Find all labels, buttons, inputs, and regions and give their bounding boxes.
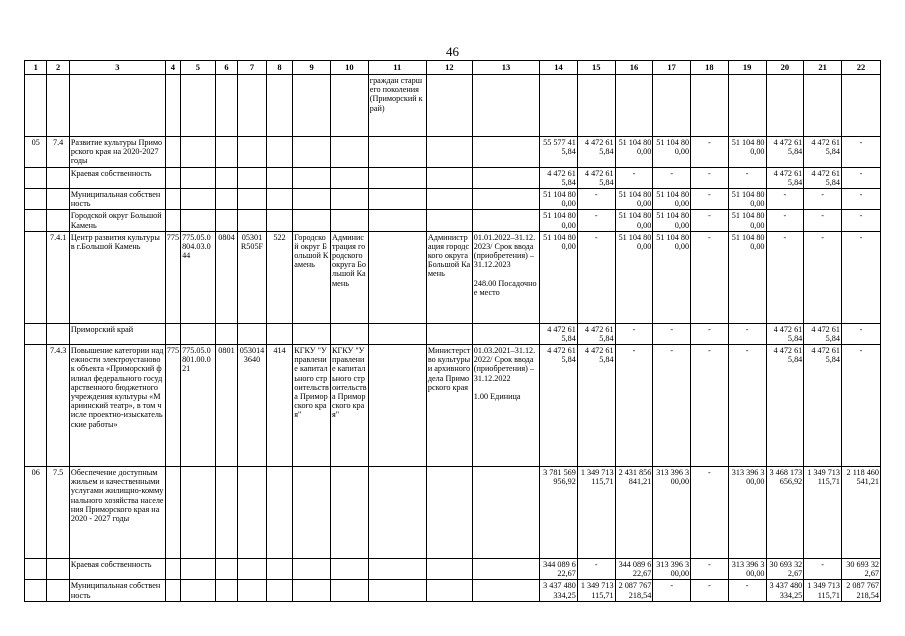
table-cell: [181, 188, 216, 209]
table-cell: граждан старшего поколения (Приморский край): [368, 75, 426, 137]
table-cell: -: [691, 559, 729, 580]
table-cell: 3 437 480 334,25: [540, 580, 578, 601]
table-row: [25, 210, 881, 231]
table-cell: [653, 75, 691, 137]
table-cell: -: [841, 231, 880, 323]
table-cell: [368, 210, 426, 231]
table-cell: [293, 210, 331, 231]
table-cell: 51 104 800,00: [615, 137, 653, 168]
table-cell: [293, 188, 331, 209]
table-cell: Администрация городского округа Большой Камень: [331, 231, 369, 323]
table-cell: 4 472 615,84: [766, 345, 804, 467]
table-cell: Муниципальная собственность: [69, 580, 165, 601]
table-cell: 2 087 767 218,54: [841, 580, 880, 601]
table-cell: [472, 559, 539, 580]
table-cell: [331, 580, 369, 601]
table-cell: -: [615, 323, 653, 344]
table-cell: [426, 137, 472, 168]
column-header: 21: [804, 61, 842, 75]
table-cell: -: [691, 323, 729, 344]
table-cell: 1 349 713 115,71: [804, 580, 842, 601]
column-header: 7: [238, 61, 267, 75]
table-cell: [238, 210, 267, 231]
table-cell: -: [653, 580, 691, 601]
table-cell: [266, 210, 293, 231]
table-cell: -: [653, 323, 691, 344]
table-cell: Центр развития культуры в г.Большой Камень: [69, 231, 165, 323]
table-cell: -: [728, 580, 766, 601]
table-cell: [426, 75, 472, 137]
table-cell: [238, 167, 267, 188]
table-cell: [368, 559, 426, 580]
table-cell: [266, 467, 293, 559]
table-cell: -: [804, 188, 842, 209]
table-cell: [728, 75, 766, 137]
table-cell: 0801: [215, 345, 237, 467]
table-cell: КГКУ "Управление капитального строительства Приморского края": [331, 345, 369, 467]
table-row: [25, 188, 881, 209]
table-cell: [181, 323, 216, 344]
table-cell: [181, 137, 216, 168]
column-header: 14: [540, 61, 578, 75]
table-cell: Министерство культуры и архивного дела Приморского края: [426, 345, 472, 467]
table-cell: [215, 467, 237, 559]
table-cell: 51 104 800,00: [728, 137, 766, 168]
table-cell: -: [691, 188, 729, 209]
table-cell: 4 472 615,84: [577, 167, 615, 188]
table-cell: Муниципальная собственность: [69, 188, 165, 209]
table-cell: [165, 137, 180, 168]
table-cell: [25, 210, 47, 231]
investment-table: [24, 60, 881, 602]
table-row: [25, 467, 881, 559]
table-cell: Городской округ Большой Камень: [69, 210, 165, 231]
column-header: 22: [841, 61, 880, 75]
table-cell: [540, 75, 578, 137]
table-cell: 4 472 615,84: [577, 323, 615, 344]
table-cell: 3 781 569 956,92: [540, 467, 578, 559]
table-cell: 4 472 615,84: [540, 323, 578, 344]
table-cell: 55 577 415,84: [540, 137, 578, 168]
table-cell: [25, 323, 47, 344]
table-cell: 313 396 300,00: [728, 467, 766, 559]
table-cell: Администрация городского округа Большой Камень: [426, 231, 472, 323]
table-row: [25, 137, 881, 168]
table-row: [25, 231, 881, 323]
table-cell: [215, 167, 237, 188]
table-cell: 4 472 615,84: [804, 345, 842, 467]
table-cell: [472, 467, 539, 559]
table-cell: [331, 210, 369, 231]
table-cell: [215, 188, 237, 209]
column-header: 12: [426, 61, 472, 75]
table-cell: [25, 231, 47, 323]
table-row: [25, 345, 881, 467]
table-row: [25, 323, 881, 344]
table-cell: [472, 137, 539, 168]
column-header: 2: [47, 61, 69, 75]
table-cell: [331, 137, 369, 168]
table-cell: [215, 580, 237, 601]
table-cell: 51 104 800,00: [728, 210, 766, 231]
table-cell: [47, 75, 69, 137]
table-cell: -: [691, 467, 729, 559]
table-cell: [426, 467, 472, 559]
table-cell: [181, 75, 216, 137]
table-cell: [25, 188, 47, 209]
table-cell: [266, 559, 293, 580]
table-cell: [181, 167, 216, 188]
table-cell: [165, 323, 180, 344]
column-header: 17: [653, 61, 691, 75]
table-cell: 05: [25, 137, 47, 168]
table-cell: [426, 210, 472, 231]
table-cell: -: [577, 188, 615, 209]
table-cell: 30 693 322,67: [766, 559, 804, 580]
table-row: [25, 167, 881, 188]
column-header: 10: [331, 61, 369, 75]
table-cell: [293, 323, 331, 344]
table-cell: -: [841, 188, 880, 209]
table-cell: -: [804, 231, 842, 323]
table-cell: 775: [165, 345, 180, 467]
table-cell: [472, 210, 539, 231]
table-cell: [266, 167, 293, 188]
table-cell: [266, 580, 293, 601]
table-cell: [238, 580, 267, 601]
table-cell: [293, 137, 331, 168]
table-cell: 414: [266, 345, 293, 467]
column-header: 18: [691, 61, 729, 75]
table-cell: [165, 167, 180, 188]
column-header: 16: [615, 61, 653, 75]
table-cell: [577, 75, 615, 137]
table-cell: [841, 75, 880, 137]
table-cell: 4 472 615,84: [804, 137, 842, 168]
table-cell: -: [653, 167, 691, 188]
table-cell: [368, 345, 426, 467]
table-cell: -: [728, 167, 766, 188]
column-header: 4: [165, 61, 180, 75]
table-cell: -: [804, 210, 842, 231]
table-cell: [215, 210, 237, 231]
table-cell: 51 104 800,00: [540, 188, 578, 209]
table-cell: [691, 75, 729, 137]
table-cell: 7.4.3: [47, 345, 69, 467]
table-cell: 1 349 713 115,71: [577, 467, 615, 559]
table-cell: [472, 75, 539, 137]
table-cell: 1 349 713 115,71: [804, 467, 842, 559]
table-cell: [25, 580, 47, 601]
table-cell: -: [577, 231, 615, 323]
page-number: 46: [446, 44, 459, 59]
table-cell: [181, 559, 216, 580]
table-cell: 06: [25, 467, 47, 559]
header-row: [25, 61, 881, 75]
table-cell: [472, 580, 539, 601]
table-cell: [266, 75, 293, 137]
table-cell: [215, 559, 237, 580]
table-cell: 1 349 713 115,71: [577, 580, 615, 601]
table-cell: 3 468 173 656,92: [766, 467, 804, 559]
table-cell: [47, 580, 69, 601]
column-header: 3: [69, 61, 165, 75]
table-cell: [331, 167, 369, 188]
table-cell: 4 472 615,84: [766, 323, 804, 344]
table-cell: [331, 323, 369, 344]
table-cell: [215, 137, 237, 168]
column-header: 9: [293, 61, 331, 75]
table-cell: -: [728, 345, 766, 467]
table-cell: [47, 559, 69, 580]
table-cell: [426, 559, 472, 580]
table-cell: 4 472 615,84: [804, 167, 842, 188]
table-cell: 775.05.0804.03.044: [181, 231, 216, 323]
table-cell: 51 104 800,00: [653, 210, 691, 231]
table-cell: [293, 167, 331, 188]
table-cell: [165, 559, 180, 580]
table-cell: 2 087 767 218,54: [615, 580, 653, 601]
table-cell: 4 472 615,84: [577, 345, 615, 467]
table-cell: -: [766, 210, 804, 231]
table-cell: -: [577, 210, 615, 231]
table-cell: 51 104 800,00: [728, 231, 766, 323]
table-cell: [25, 75, 47, 137]
table-cell: [181, 467, 216, 559]
table-cell: [368, 231, 426, 323]
table-cell: Краевая собственность: [69, 559, 165, 580]
table-cell: -: [615, 167, 653, 188]
table-cell: 01.03.2021–31.12.2022/ Срок ввода (приобретения) – 31.12.2022 1.00 Единица: [472, 345, 539, 467]
table-cell: -: [691, 231, 729, 323]
table-cell: -: [841, 210, 880, 231]
table-cell: 313 396 300,00: [653, 467, 691, 559]
table-cell: -: [766, 188, 804, 209]
table-cell: [69, 75, 165, 137]
table-cell: [472, 323, 539, 344]
table-cell: [331, 467, 369, 559]
table-cell: [472, 167, 539, 188]
table-cell: [426, 167, 472, 188]
table-cell: [165, 210, 180, 231]
table-cell: [181, 210, 216, 231]
table-cell: -: [841, 137, 880, 168]
column-header: 5: [181, 61, 216, 75]
table-cell: [238, 467, 267, 559]
column-header: 13: [472, 61, 539, 75]
table-cell: 522: [266, 231, 293, 323]
table-cell: [47, 188, 69, 209]
column-header: 6: [215, 61, 237, 75]
table-cell: Развитие культуры Приморского края на 2020-2027 годы: [69, 137, 165, 168]
table-cell: [766, 75, 804, 137]
table-cell: 51 104 800,00: [615, 231, 653, 323]
table-cell: [266, 323, 293, 344]
column-header: 20: [766, 61, 804, 75]
table-cell: 3 437 480 334,25: [766, 580, 804, 601]
table-cell: 01.01.2022–31.12.2023/ Срок ввода (приобретения) – 31.12.2023 248.00 Посадочное место: [472, 231, 539, 323]
table-cell: Приморский край: [69, 323, 165, 344]
table-cell: [238, 559, 267, 580]
table-cell: [47, 323, 69, 344]
table-cell: 51 104 800,00: [653, 231, 691, 323]
table-cell: [293, 559, 331, 580]
table-cell: [25, 559, 47, 580]
table-cell: 51 104 800,00: [540, 231, 578, 323]
table-cell: [615, 75, 653, 137]
table-cell: [331, 559, 369, 580]
table-cell: -: [577, 559, 615, 580]
table-cell: 775: [165, 231, 180, 323]
table-cell: [238, 137, 267, 168]
table-cell: -: [691, 210, 729, 231]
table-cell: 51 104 800,00: [728, 188, 766, 209]
table-cell: -: [653, 345, 691, 467]
table-cell: 344 089 622,67: [615, 559, 653, 580]
column-header: 11: [368, 61, 426, 75]
table-cell: [368, 467, 426, 559]
table-cell: [331, 75, 369, 137]
table-cell: Повышение категории надежности электроустановок объекта «Приморский филиал федерального государственного бюджетного учреждения культуры «Мариинский театр», в том числе проектно-изыскательские работы»: [69, 345, 165, 467]
table-cell: -: [615, 345, 653, 467]
table-cell: 4 472 615,84: [540, 345, 578, 467]
table-cell: [47, 167, 69, 188]
table-cell: [266, 188, 293, 209]
column-header: 8: [266, 61, 293, 75]
table-cell: [368, 188, 426, 209]
table-cell: 51 104 800,00: [653, 137, 691, 168]
table-cell: 313 396 300,00: [653, 559, 691, 580]
table-cell: 7.5: [47, 467, 69, 559]
table-cell: 51 104 800,00: [540, 210, 578, 231]
table-cell: Городской округ Большой Камень: [293, 231, 331, 323]
table-cell: [368, 137, 426, 168]
table-cell: [368, 323, 426, 344]
table-cell: [215, 323, 237, 344]
table-cell: -: [841, 323, 880, 344]
table-cell: КГКУ "Управление капитального строительства Приморского края": [293, 345, 331, 467]
table-cell: 2 431 856 841,21: [615, 467, 653, 559]
table-cell: [238, 75, 267, 137]
table-cell: [472, 188, 539, 209]
table-cell: Обеспечение доступным жильем и качественными услугами жилищно-коммунального хозяйства населения Приморского края на 2020 - 2027 годы: [69, 467, 165, 559]
table-cell: 4 472 615,84: [577, 137, 615, 168]
table-cell: 51 104 800,00: [653, 188, 691, 209]
table-cell: -: [841, 167, 880, 188]
table-cell: 4 472 615,84: [766, 167, 804, 188]
table-cell: -: [804, 559, 842, 580]
table-cell: [165, 188, 180, 209]
table-row: [25, 559, 881, 580]
table-cell: [293, 75, 331, 137]
table-cell: [426, 323, 472, 344]
table-cell: [238, 188, 267, 209]
table-cell: -: [691, 167, 729, 188]
table-cell: [215, 75, 237, 137]
column-header: 15: [577, 61, 615, 75]
table-cell: 51 104 800,00: [615, 188, 653, 209]
table-cell: 4 472 615,84: [540, 167, 578, 188]
table-cell: -: [691, 580, 729, 601]
table-cell: 05301R505F: [238, 231, 267, 323]
table-cell: -: [691, 345, 729, 467]
table-row: [25, 580, 881, 601]
table-cell: 313 396 300,00: [728, 559, 766, 580]
table-cell: [238, 323, 267, 344]
table-cell: 51 104 800,00: [615, 210, 653, 231]
table-cell: [426, 188, 472, 209]
table-cell: [368, 580, 426, 601]
table-cell: [804, 75, 842, 137]
table-cell: Краевая собственность: [69, 167, 165, 188]
table-cell: -: [728, 323, 766, 344]
table-cell: 7.4.1: [47, 231, 69, 323]
table-cell: [165, 580, 180, 601]
table-cell: [426, 580, 472, 601]
table-cell: [25, 167, 47, 188]
table-cell: -: [841, 345, 880, 467]
table-cell: 30 693 322,67: [841, 559, 880, 580]
table-cell: 0530143640: [238, 345, 267, 467]
table-cell: 775.05.0801.00.021: [181, 345, 216, 467]
table-cell: [266, 137, 293, 168]
table-cell: 2 118 460 541,21: [841, 467, 880, 559]
column-header: 19: [728, 61, 766, 75]
table-cell: 4 472 615,84: [804, 323, 842, 344]
table-cell: [293, 467, 331, 559]
column-header: 1: [25, 61, 47, 75]
table-cell: [165, 75, 180, 137]
table-cell: 344 089 622,67: [540, 559, 578, 580]
table-cell: [293, 580, 331, 601]
table-cell: 4 472 615,84: [766, 137, 804, 168]
table-cell: [331, 188, 369, 209]
table-cell: 7.4: [47, 137, 69, 168]
table-cell: [181, 580, 216, 601]
table-cell: [47, 210, 69, 231]
table-cell: [368, 167, 426, 188]
table-cell: [165, 467, 180, 559]
table-cell: [25, 345, 47, 467]
table-row: [25, 75, 881, 137]
table-cell: -: [691, 137, 729, 168]
table-cell: -: [766, 231, 804, 323]
table-cell: 0804: [215, 231, 237, 323]
